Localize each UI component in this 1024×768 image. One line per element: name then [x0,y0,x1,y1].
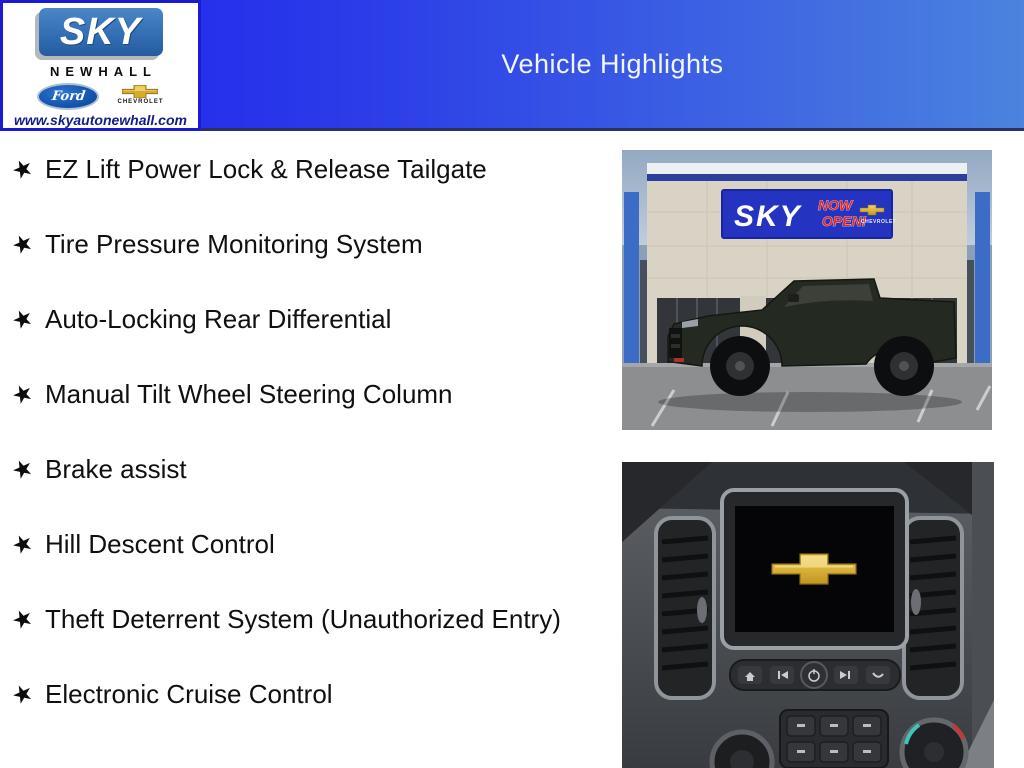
chevrolet-logo-text: CHEVROLET [117,99,164,105]
feature-item [7,676,570,713]
feature-item [7,376,570,413]
feature-text: Manual Tilt Wheel Steering Column [45,379,453,409]
star-bullet-icon: ★ [7,152,39,187]
feature-item [7,226,570,263]
feature-text: EZ Lift Power Lock & Release Tailgate [45,154,487,184]
chevrolet-logo [117,85,163,105]
sky-logo-badge [39,8,163,56]
feature-item [7,526,570,563]
sign-now-text: NOW [818,197,853,213]
climate-button-cluster [780,710,888,768]
right-air-vent-icon [904,518,962,698]
feature-text: Tire Pressure Monitoring System [45,229,423,259]
star-bullet-icon: ★ [7,527,39,562]
star-bullet-icon: ★ [7,377,39,412]
ford-logo-icon [37,83,99,110]
feature-item [7,301,570,338]
infotainment-screen [722,490,907,648]
page-title: Vehicle Highlights [501,48,724,79]
star-bullet-icon: ★ [7,452,39,487]
ford-logo-text: Ford [50,89,87,104]
feature-text: Brake assist [45,454,187,484]
brand-logos-row [37,83,163,109]
interior-photo-graphic [622,462,994,768]
temperature-knob[interactable] [902,720,966,768]
phone-button[interactable] [866,666,890,684]
left-air-vent-icon [656,518,714,698]
star-bullet-icon: ★ [7,602,39,637]
star-bullet-icon: ★ [7,227,39,262]
feature-text: Auto-Locking Rear Differential [45,304,392,334]
power-button[interactable] [801,662,827,688]
star-bullet-icon: ★ [7,677,39,712]
star-bullet-icon: ★ [7,302,39,337]
dealer-logo [0,0,201,131]
feature-item [7,601,570,638]
dealer-name: NEWHALL [50,64,157,79]
sign-chevrolet-text: CHEVROLET [861,219,897,225]
feature-item [7,151,570,188]
photo-interior-dashboard [622,462,994,768]
sign-sky-text: SKY [734,200,802,233]
photo-dealership-exterior [622,150,992,430]
chevrolet-bowtie-icon [122,85,158,98]
dealership-photo-graphic [622,150,992,430]
media-button-bar [730,660,900,690]
feature-text: Hill Descent Control [45,529,275,559]
feature-list [7,151,570,751]
dealership-sign [722,190,896,238]
left-knob[interactable] [712,732,772,768]
feature-text: Theft Deterrent System (Unauthorized Entry) [45,604,561,634]
dealer-website-url: www.skyautonewhall.com [14,112,187,128]
sign-open-text: OPEN! [822,213,867,229]
feature-text: Electronic Cruise Control [45,679,333,709]
feature-item [7,451,570,488]
sky-logo-text: SKY [59,10,142,53]
